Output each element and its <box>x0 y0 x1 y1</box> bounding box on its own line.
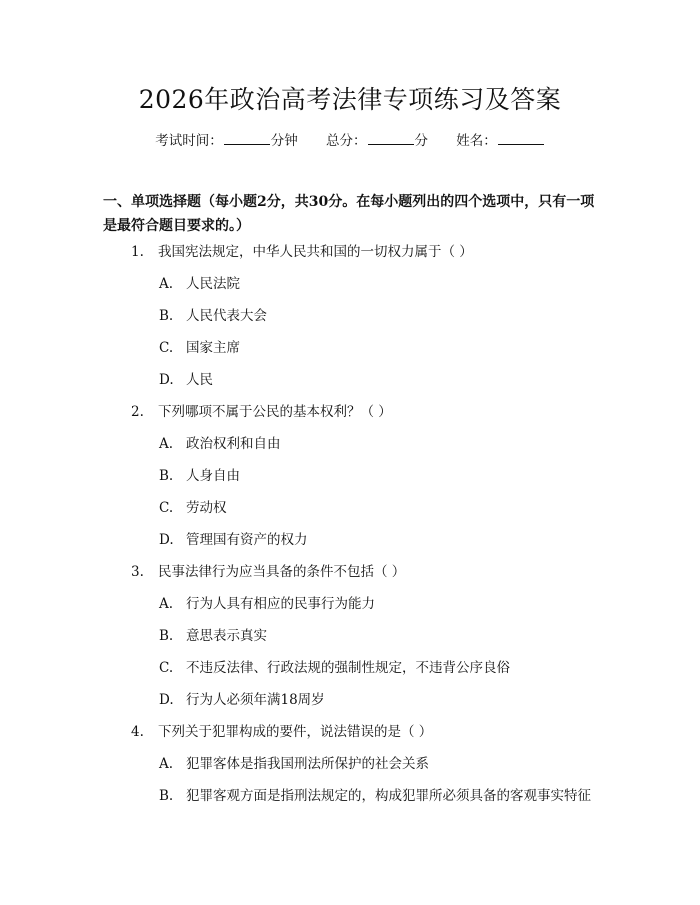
option-letter: B. <box>159 628 174 644</box>
total-score-unit: 分 <box>414 133 428 149</box>
question-number: 2. <box>131 404 144 420</box>
option-text: 劳动权 <box>186 500 227 516</box>
option-text: 行为人必须年满18周岁 <box>186 692 325 708</box>
exam-info-line <box>0 132 700 150</box>
question-text: 下列关于犯罪构成的要件，说法错误的是（ ） <box>158 724 433 740</box>
option-letter: B. <box>159 468 174 484</box>
option-letter: D. <box>159 532 174 548</box>
option-text: 意思表示真实 <box>186 628 267 644</box>
name-label: 姓名： <box>456 133 497 149</box>
option-text: 不违反法律、行政法规的强制性规定，不违背公序良俗 <box>186 660 510 676</box>
exam-time-label: 考试时间： <box>155 133 223 149</box>
option-text: 犯罪客体是指我国刑法所保护的社会关系 <box>186 756 429 772</box>
question-2-option-a[interactable] <box>159 434 281 454</box>
question-2-option-c[interactable] <box>159 498 227 518</box>
option-letter: B. <box>159 788 174 804</box>
document-title: 2026年政治高考法律专项练习及答案 <box>138 85 562 114</box>
option-letter: A. <box>159 596 174 612</box>
question-2-option-d[interactable] <box>159 530 308 550</box>
question-2-option-b[interactable] <box>159 466 240 486</box>
question-1 <box>131 242 473 262</box>
question-3 <box>131 562 405 582</box>
question-2 <box>131 402 392 422</box>
option-letter: C. <box>159 500 174 516</box>
total-score-field <box>326 132 428 150</box>
question-text: 民事法律行为应当具备的条件不包括（ ） <box>158 564 406 580</box>
question-3-option-b[interactable] <box>159 626 267 646</box>
exam-time-unit: 分钟 <box>270 133 298 149</box>
option-letter: C. <box>159 340 174 356</box>
option-text: 人民 <box>186 372 213 388</box>
option-text: 政治权利和自由 <box>186 436 281 452</box>
question-1-option-d[interactable] <box>159 370 213 390</box>
question-3-option-a[interactable] <box>159 594 375 614</box>
option-text: 行为人具有相应的民事行为能力 <box>186 596 375 612</box>
question-text: 下列哪项不属于公民的基本权利？（ ） <box>158 404 392 420</box>
question-4-option-a[interactable] <box>159 754 429 774</box>
option-text: 人民法院 <box>186 276 240 292</box>
question-1-option-c[interactable] <box>159 338 240 358</box>
option-text: 管理国有资产的权力 <box>186 532 308 548</box>
option-letter: C. <box>159 660 174 676</box>
question-text: 我国宪法规定，中华人民共和国的一切权力属于（ ） <box>158 244 473 260</box>
name-blank[interactable] <box>498 132 544 145</box>
name-field <box>456 132 545 150</box>
exam-time-field <box>155 132 298 150</box>
option-text: 人身自由 <box>186 468 240 484</box>
total-score-label: 总分： <box>326 133 367 149</box>
option-text: 犯罪客观方面是指刑法规定的，构成犯罪所必须具备的客观事实特征 <box>186 788 591 804</box>
total-score-blank[interactable] <box>368 132 414 145</box>
question-1-option-a[interactable] <box>159 274 240 294</box>
option-letter: D. <box>159 372 174 388</box>
question-number: 1. <box>131 244 144 260</box>
question-number: 3. <box>131 564 144 580</box>
question-3-option-d[interactable] <box>159 690 325 710</box>
question-4-option-b[interactable] <box>159 786 591 806</box>
exam-time-blank[interactable] <box>224 132 270 145</box>
option-letter: D. <box>159 692 174 708</box>
option-letter: B. <box>159 308 174 324</box>
question-number: 4. <box>131 724 144 740</box>
question-1-option-b[interactable] <box>159 306 267 326</box>
question-4 <box>131 722 432 742</box>
option-letter: A. <box>159 756 174 772</box>
question-3-option-c[interactable] <box>159 658 510 678</box>
option-letter: A. <box>159 276 174 292</box>
section-heading: 一、单项选择题（每小题2分，共30分。在每小题列出的四个选项中，只有一项是最符合题目要求的。） <box>103 194 595 234</box>
option-text: 人民代表大会 <box>186 308 267 324</box>
option-text: 国家主席 <box>186 340 240 356</box>
option-letter: A. <box>159 436 174 452</box>
